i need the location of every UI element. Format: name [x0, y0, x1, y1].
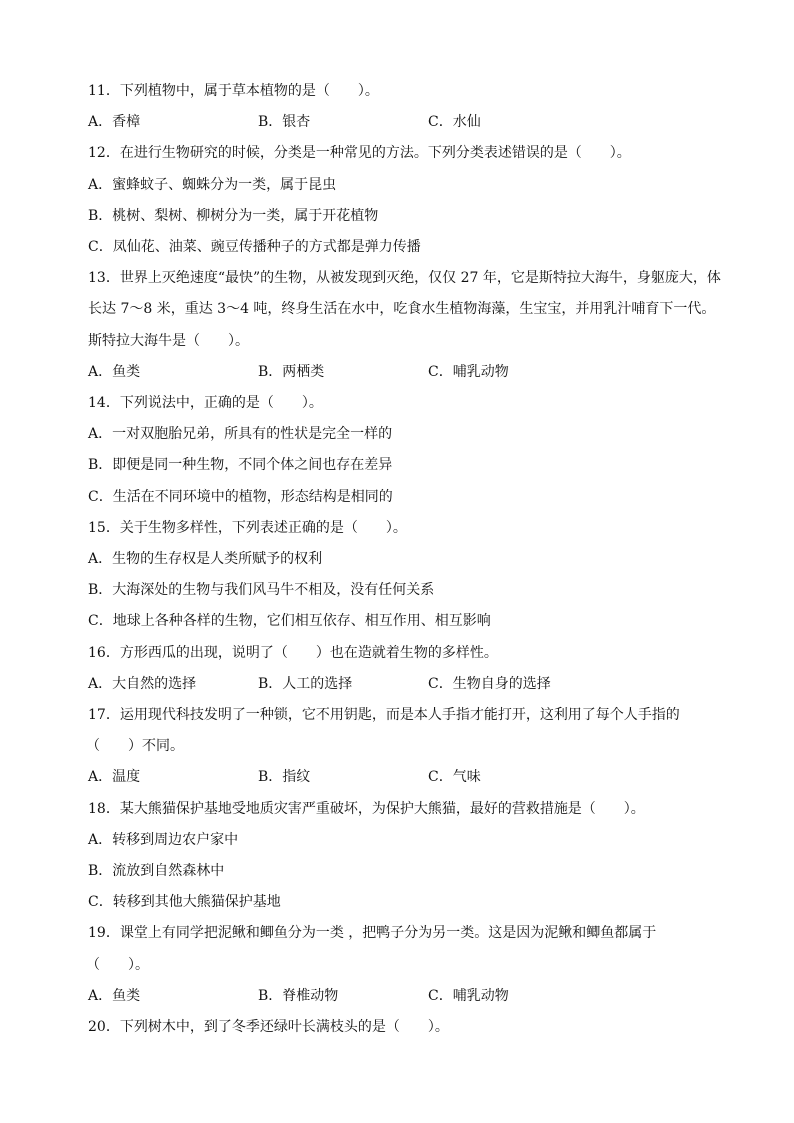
answer-option: B．银杏 — [258, 114, 311, 131]
question-stem: 16．方形西瓜的出现，说明了（ ）也在造就着生物的多样性。 — [88, 644, 498, 661]
answer-option: A．鱼类 — [88, 363, 141, 380]
question-stem: 18．某大熊猫保护基地受地质灾害严重破坏，为保护大熊猫，最好的营救措施是（ ）。 — [88, 800, 645, 817]
answer-option: A．蜜蜂蚊子、蜘蛛分为一类，属于昆虫 — [88, 176, 337, 193]
answer-option: B．流放到自然森林中 — [88, 863, 225, 879]
answer-option: A．香樟 — [88, 114, 141, 131]
answer-option: A．鱼类 — [88, 987, 141, 1004]
answer-option: A．转移到周边农户家中 — [88, 831, 239, 848]
answer-option: A．一对双胞胎兄弟，所具有的性状是完全一样的 — [88, 426, 393, 443]
answer-option: B．指纹 — [258, 769, 311, 786]
question-stem: 14．下列说法中，正确的是（ ）。 — [88, 395, 323, 411]
answer-option: B．桃树、梨树、柳树分为一类，属于开花植物 — [88, 207, 379, 224]
question-stem: 20．下列树木中，到了冬季还绿叶长满枝头的是（ ）。 — [88, 1019, 449, 1035]
question-stem: 15．关于生物多样性，下列表述正确的是（ ）。 — [88, 519, 407, 536]
answer-option: B．两栖类 — [258, 363, 325, 380]
question-stem-continued: 斯特拉大海牛是（ ）。 — [88, 332, 249, 349]
answer-option: B．人工的选择 — [258, 675, 353, 692]
answer-option: C．哺乳动物 — [428, 363, 509, 380]
question-stem: 11．下列植物中，属于草本植物的是（ ）。 — [88, 83, 379, 99]
answer-option: B．即便是同一种生物，不同个体之间也存在差异 — [88, 457, 393, 474]
question-stem-continued: 长达 7～8 米，重达 3～4 吨，终身生活在水中，吃食水生植物海藻，生宝宝，并用乳汁哺育下一代。 — [88, 301, 716, 318]
answer-option: C．凤仙花、油菜、豌豆传播种子的方式都是弹力传播 — [88, 239, 421, 255]
answer-option: C．地球上各种各样的生物，它们相互依存、相互作用、相互影响 — [88, 613, 491, 630]
question-stem-continued: （ ）。 — [86, 956, 149, 973]
question-stem: 19．课堂上有同学把泥鳅和鲫鱼分为一类 ，把鸭子分为另一类。这是因为泥鳅和鲫鱼都属于 — [88, 925, 657, 942]
answer-option: C．生活在不同环境中的植物，形态结构是相同的 — [88, 488, 393, 505]
question-stem: 17．运用现代科技发明了一种锁，它不用钥匙，而是本人手指才能打开，这利用了每个人手指的 — [88, 707, 680, 723]
answer-option: C．气味 — [428, 769, 481, 786]
answer-option: C．水仙 — [428, 114, 481, 131]
answer-option: C．转移到其他大熊猫保护基地 — [88, 894, 281, 911]
answer-option: C．哺乳动物 — [428, 987, 509, 1004]
answer-option: A．大自然的选择 — [88, 675, 197, 692]
answer-option: B．大海深处的生物与我们风马牛不相及，没有任何关系 — [88, 582, 435, 599]
question-stem-continued: （ ）不同。 — [86, 738, 184, 755]
answer-option: A．温度 — [88, 769, 141, 786]
question-stem: 13．世界上灭绝速度“最快”的生物，从被发现到灭绝，仅仅 27 年，它是斯特拉大海牛，身躯庞大，体 — [88, 270, 721, 287]
answer-option: B．脊椎动物 — [258, 987, 339, 1004]
answer-option: C．生物自身的选择 — [428, 675, 551, 692]
question-stem: 12．在进行生物研究的时候，分类是一种常见的方法。下列分类表述错误的是（ ）。 — [88, 145, 631, 162]
answer-option: A．生物的生存权是人类所赋予的权利 — [88, 551, 323, 567]
